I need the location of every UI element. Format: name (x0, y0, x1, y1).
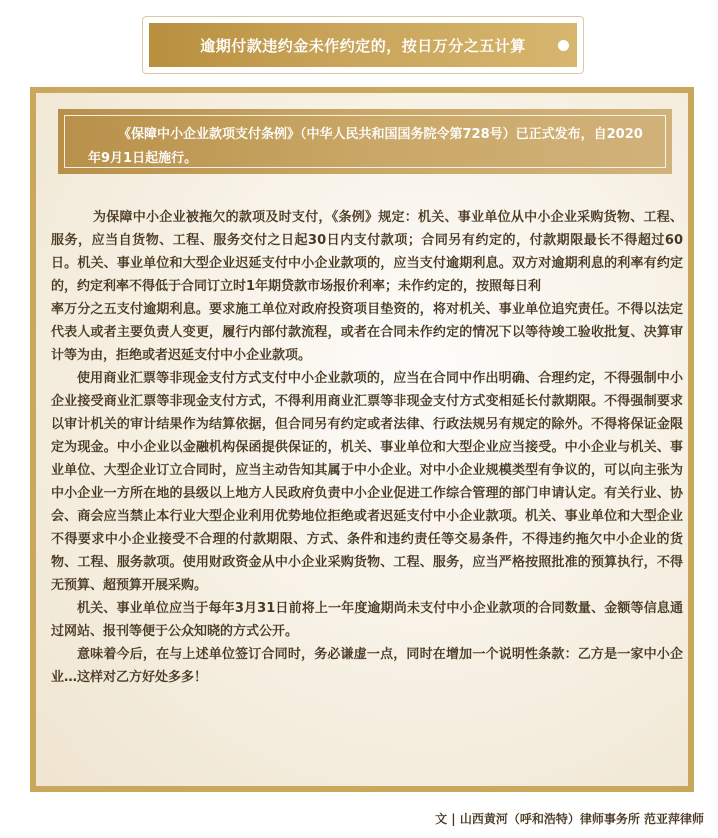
page-title: 逾期付款违约金未作约定的，按日万分之五计算 (200, 36, 526, 55)
paragraph-2: 使用商业汇票等非现金支付方式支付中小企业款项的，应当在合同中作出明确、合理约定，不得强制中小企业接受商业汇票等非现金支付方式，不得利用商业汇票等非现金支付方式变相延长付款期限。不得强制要求以审计机关的审计结果作为结算依据，但合同另有约定或者法律、行政法规另有规定的除外。不得将保证金限定为现金。中小企业以金融机构保函提供保证的，机关、事业单位和大型企业应当接受。中小企业与机关、事业单位、大型企业订立合同时，应当主动告知其属于中小企业。对中小企业规模类型有争议的，可以向主张为中小企业一方所在地的县级以上地方人民政府负责中小企业促进工作综合管理的部门申请认定。有关行业、协会、商会应当禁止本行业大型企业利用优势地位拒绝或者迟延支付中小企业款项。机关、事业单位和大型企业不得要求中小企业接受不合理的付款期限、方式、条件和违约责任等交易条件，不得违约拖欠中小企业的货物、工程、服务款项。使用财政资金从中小企业采购货物、工程、服务，应当严格按照批准的预算执行，不得无预算、超预算开展采购。 (51, 371, 683, 593)
paragraph-1-continued: 率万分之五支付逾期利息。要求施工单位对政府投资项目垫资的，将对机关、事业单位追究责任。不得以法定代表人或者主要负责人变更，履行内部付款流程，或者在合同未作约定的情况下以等待竣工验收批复、决算审计等为由，拒绝或者迟延支付中小企业款项。 (51, 302, 683, 363)
article-frame (30, 87, 694, 792)
intro-box (58, 109, 672, 174)
title-dot-icon (558, 40, 569, 51)
title-bar (149, 23, 577, 67)
paragraph-3: 机关、事业单位应当于每年3月31日前将上一年度逾期尚未支付中小企业款项的合同数量、金额等信息通过网站、报刊等便于公众知晓的方式公开。 (51, 601, 683, 639)
article-body (51, 206, 683, 689)
paragraph-1: 为保障中小企业被拖欠的款项及时支付，《条例》规定：机关、事业单位从中小企业采购货物、工程、服务，应当自货物、工程、服务交付之日起30日内支付款项；合同另有约定的，付款期限最长不得超过60日。机关、事业单位和大型企业迟延支付中小企业款项的，应当支付逾期利息。双方对逾期利息的利率有约定的，约定利率不得低于合同订立时1年期贷款市场报价利率；未作约定的，按照每日利 (51, 210, 683, 294)
author-credit: 文 | 山西黄河（呼和浩特）律师事务所 范亚萍律师 (435, 812, 704, 826)
title-banner (142, 16, 584, 74)
intro-text: 《保障中小企业款项支付条例》（中华人民共和国国务院令第728号）已正式发布，自2020年9月1日起施行。 (88, 127, 643, 166)
paragraph-4: 意味着今后，在与上述单位签订合同时，务必谦虚一点，同时在增加一个说明性条款：乙方是一家中小企业…这样对乙方好处多多！ (51, 647, 683, 685)
